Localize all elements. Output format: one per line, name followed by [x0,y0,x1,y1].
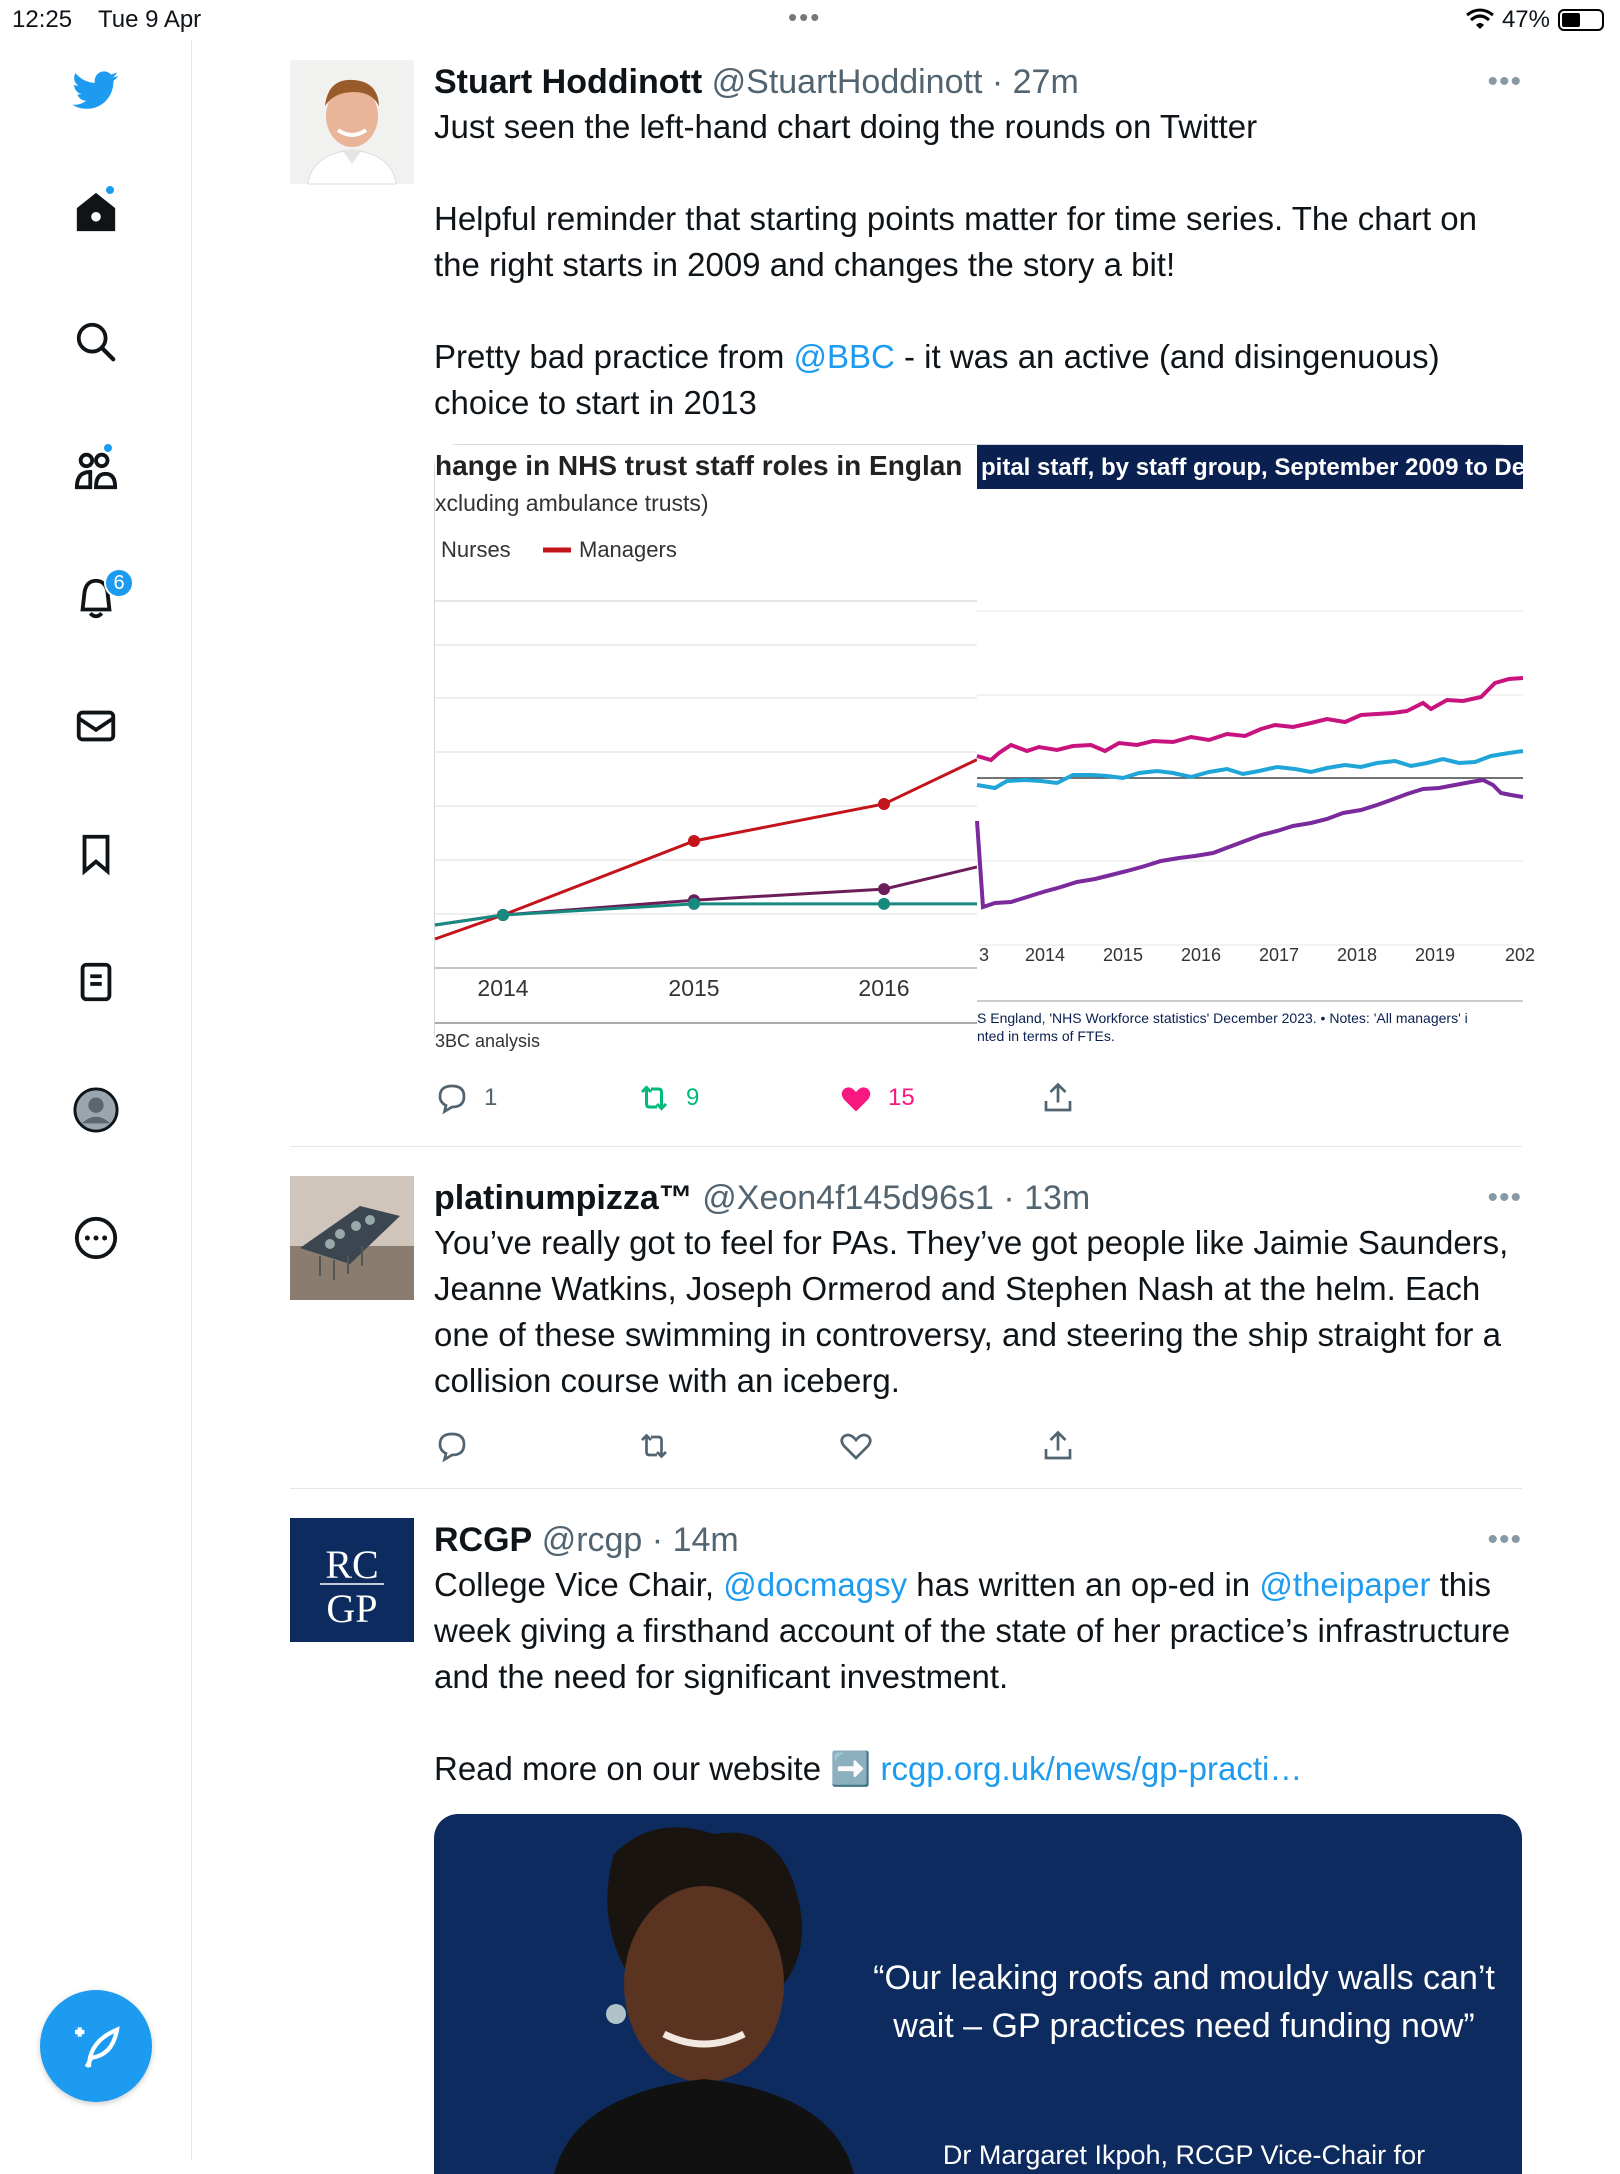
tweet-time[interactable]: · 13m [1003,1179,1091,1217]
data-point [878,798,890,810]
series-purple-line [977,780,1523,907]
like-button[interactable] [838,1080,915,1116]
nav-bookmarks[interactable] [66,824,126,884]
retweet-button[interactable] [636,1428,672,1464]
x-tick: 2014 [1024,945,1066,965]
legend-nurses: Nurses [441,537,511,562]
status-date: Tue 9 Apr [98,6,202,33]
share-button[interactable] [1040,1428,1076,1464]
link-card-image[interactable] [434,1814,1522,2174]
chart-right [977,445,1536,1057]
data-point [878,898,890,910]
series-line-0 [435,760,977,939]
rcgp-logo [290,1518,414,1642]
website-link[interactable]: rcgp.org.uk/news/gp-practi… [880,1750,1303,1787]
card-quote: “Our leaking roofs and mouldy walls can’t wait – GP practices need funding now” [873,1959,1495,2045]
share-button[interactable] [1040,1080,1076,1116]
avatar[interactable] [290,1176,414,1300]
author-handle[interactable]: @Xeon4f145d96s1 [702,1179,994,1217]
tweet-image-charts[interactable] [434,444,1536,1056]
battery-icon [1558,9,1604,31]
nav-profile[interactable] [66,1080,126,1140]
data-point [688,835,700,847]
nav-communities[interactable] [66,440,126,500]
svg-text:RC: RC [325,1542,379,1587]
more-options-icon[interactable]: ••• [1487,65,1522,98]
author-name[interactable]: Stuart Hoddinott [434,63,703,101]
bookmark-icon [73,831,119,877]
mention-link[interactable]: @BBC [793,338,895,375]
tweet-paragraph: Just seen the left-hand chart doing the rounds on Twitter [434,108,1258,145]
tweet-paragraph: You’ve really got to feel for PAs. They’ve got people like Jaimie Saunders, Jeanne Watkins, Joseph Ormerod and Stephen Nash at the helm. Each one of these swimming in controversy, and steering the ship straight for a collision course with an iceberg. [434,1224,1509,1399]
twitter-logo-icon[interactable] [66,60,126,120]
notifications-badge: 6 [104,568,134,598]
like-count: 15 [888,1084,915,1111]
chart-left-source: 3BC analysis [435,1031,541,1051]
chart-left [435,445,977,1057]
chart-left-subtitle: xcluding ambulance trusts) [435,490,709,516]
x-tick: 2016 [858,975,910,1001]
chart-right-title: pital staff, by staff group, September 2009 to De [981,454,1526,481]
x-tick: 2016 [1180,945,1222,965]
tweet-actions [434,1080,1522,1130]
mention-link[interactable]: @docmagsy [723,1566,908,1603]
list-icon [73,959,119,1005]
tweet-paragraph: Read more on our website ➡️ rcgp.org.uk/news/gp-practi… [434,1750,1303,1787]
search-icon [73,319,119,365]
x-tick: 3 [979,945,990,965]
series-magenta-line [977,678,1523,760]
battery-percent: 47% [1501,6,1550,33]
nav-home[interactable] [66,182,126,242]
data-point [878,883,890,895]
reply-button[interactable] [434,1080,497,1116]
user-photo [290,1176,414,1300]
retweet-icon [636,1080,672,1116]
retweet-icon [636,1428,672,1464]
multitasking-dots[interactable]: ••• [788,2,822,32]
retweet-button[interactable] [636,1080,699,1116]
author-handle[interactable]: @StuartHoddinott [711,63,983,101]
card-attribution: Dr Margaret Ikpoh, RCGP Vice-Chair for [942,2140,1426,2170]
tweet-text [434,1562,1522,1792]
tweet-time[interactable]: · 14m [651,1521,739,1559]
status-bar [0,0,1620,40]
chart-right-source: S England, 'NHS Workforce statistics' December 2023. • Notes: 'All managers' i [977,1010,1468,1026]
tweet-time[interactable]: · 27m [991,63,1079,101]
communities-new-dot [102,442,114,454]
share-icon [1040,1428,1076,1464]
tweet-paragraph: College Vice Chair, @docmagsy has written an op-ed in @theipaper this week giving a firsthand account of the state of her practice’s infrastructure and the need for significant investment. [434,1566,1511,1695]
x-tick: 2018 [1336,945,1378,965]
x-tick: 2014 [477,975,529,1001]
mention-link[interactable]: @theipaper [1259,1566,1431,1603]
profile-avatar-icon [73,1087,119,1133]
series-cyan-line [977,751,1523,788]
divider [290,1488,1522,1489]
x-tick: 2015 [1102,945,1144,965]
nav-notifications[interactable] [66,568,126,628]
sidebar [0,40,192,2160]
tweet-paragraph: Helpful reminder that starting points matter for time series. The chart on the right starts in 2009 and changes the story a bit! [434,200,1478,283]
wifi-icon [1466,9,1494,31]
data-point [688,898,700,910]
tweet-text [434,104,1522,426]
reply-icon [434,1428,470,1464]
home-new-dot [104,184,116,196]
x-tick: 202 [1505,945,1536,965]
nav-explore[interactable] [66,312,126,372]
svg-text:GP: GP [326,1586,378,1631]
more-circle-icon [73,1215,119,1261]
compose-feather-icon [68,2018,124,2074]
heart-filled-icon [838,1080,874,1116]
x-tick: 2017 [1258,945,1300,965]
tweet-actions [434,1428,1522,1478]
envelope-icon [73,703,119,749]
reply-icon [434,1080,470,1116]
author-handle[interactable]: @rcgp [541,1521,643,1559]
reply-button[interactable] [434,1428,470,1464]
avatar[interactable] [290,1518,414,1642]
series-line-1 [435,867,977,925]
avatar[interactable] [290,60,414,184]
more-options-icon[interactable]: ••• [1487,1523,1522,1556]
legend-managers: Managers [579,537,677,562]
divider [290,1146,1522,1147]
author-name[interactable]: platinumpizza™ [434,1179,693,1217]
user-photo [290,60,414,184]
x-tick: 2015 [668,975,720,1001]
home-icon [73,189,119,235]
nav-messages[interactable] [66,696,126,756]
compose-tweet-button[interactable] [40,1990,152,2102]
portrait-photo [494,1814,914,2174]
heart-icon [838,1428,874,1464]
reply-count: 1 [484,1084,498,1111]
nav-more[interactable] [66,1208,126,1268]
x-tick: 2019 [1414,945,1456,965]
like-button[interactable] [838,1428,874,1464]
retweet-count: 9 [686,1084,700,1111]
tweet-paragraph: Pretty bad practice from @BBC - it was an active (and disingenuous) choice to start in 2013 [434,338,1440,421]
communities-icon [73,447,119,493]
nav-lists[interactable] [66,952,126,1012]
chart-right-source2: nted in terms of FTEs. [977,1028,1115,1044]
author-name[interactable]: RCGP [434,1521,533,1559]
data-point [497,909,509,921]
tweet-text [434,1220,1522,1404]
share-icon [1040,1080,1076,1116]
more-options-icon[interactable]: ••• [1487,1181,1522,1214]
status-time: 12:25 [12,6,73,33]
chart-left-title: hange in NHS trust staff roles in Englan [435,450,963,481]
